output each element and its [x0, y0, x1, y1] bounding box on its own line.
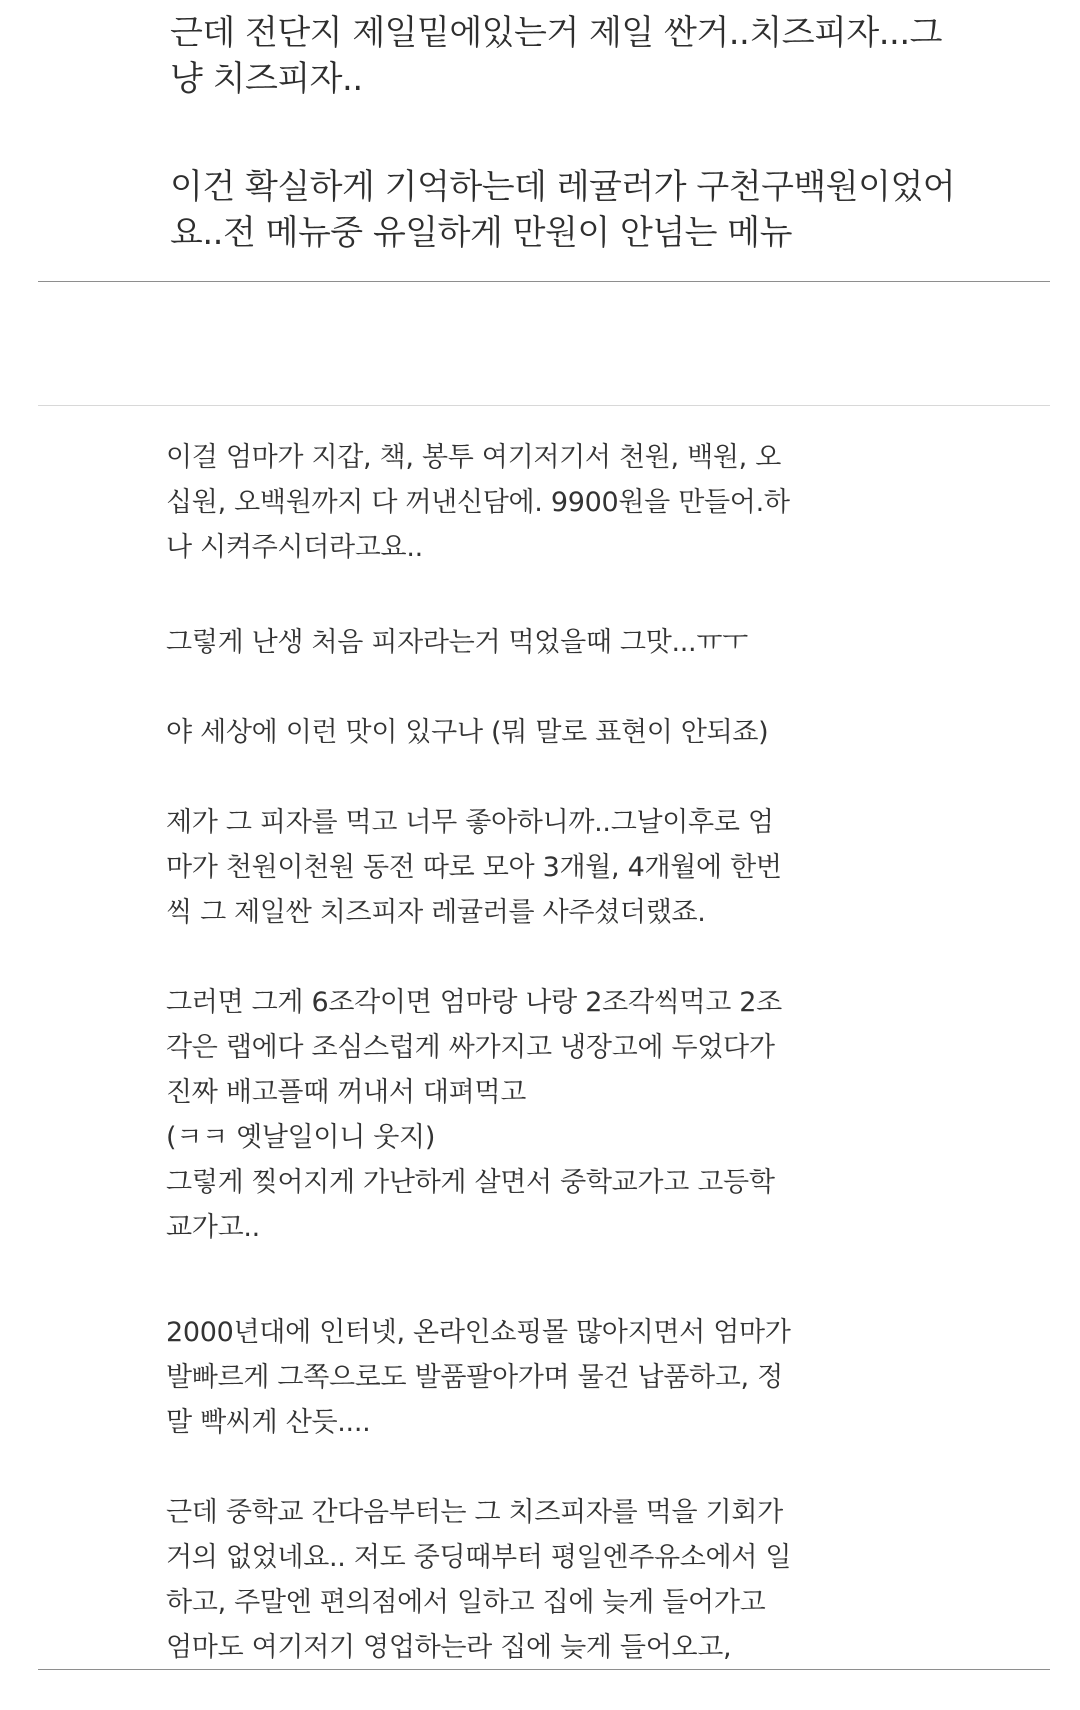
paragraph-2: 그렇게 난생 처음 피자라는거 먹었을때 그맛...ㅠㅜ: [166, 627, 748, 658]
section-divider-middle: [38, 405, 1050, 406]
paragraph-8: 근데 중학교 간다음부터는 그 치즈피자를 먹을 기회가 거의 없었네요.. 저도 중딩때부터 평일엔주유소에서 일 하고, 주말엔 편의점에서 일하고 집에 늦게 들어가고 엄마도 여기저기 영업하는라 집에 늦게 들어오고,: [166, 1497, 792, 1663]
paragraph-7: 2000년대에 인터넷, 온라인쇼핑몰 많아지면서 엄마가 발빠르게 그쪽으로도 발품팔아가며 물건 납품하고, 정 말 빡씨게 산듯....: [166, 1317, 791, 1438]
paragraph-3: 야 세상에 이런 맛이 있구나 (뭐 말로 표현이 안되죠): [166, 717, 769, 748]
section-divider-bottom: [38, 1669, 1050, 1670]
paragraph-4: 제가 그 피자를 먹고 너무 좋아하니까..그날이후로 엄 마가 천원이천원 동전 따로 모아 3개월, 4개월에 한번 씩 그 제일싼 치즈피자 레귤러를 사주셨더랬죠.: [166, 807, 782, 928]
section-divider-top: [38, 281, 1050, 282]
top-paragraph-1: 근데 전단지 제일밑에있는거 제일 싼거..치즈피자...그 냥 치즈피자..: [170, 13, 942, 99]
top-excerpt: [0, 0, 1080, 300]
top-paragraph-2: 이건 확실하게 기억하는데 레귤러가 구천구백원이었어 요..전 메뉴중 유일하게 만원이 안넘는 메뉴: [170, 167, 956, 253]
paragraph-1: 이걸 엄마가 지갑, 책, 봉투 여기저기서 천원, 백원, 오 십원, 오백원까지 다 꺼낸신담에. 9900원을 만들어.하 나 시켜주시더라고요..: [166, 442, 790, 563]
paragraph-6: 그렇게 찢어지게 가난하게 살면서 중학교가고 고등학 교가고..: [166, 1167, 775, 1243]
paragraph-5: 그러면 그게 6조각이면 엄마랑 나랑 2조각씩먹고 2조 각은 랩에다 조심스럽게 싸가지고 냉장고에 두었다가 진짜 배고플때 꺼내서 대펴먹고 (ㅋㅋ 옛날일이니 웃지): [166, 987, 782, 1153]
